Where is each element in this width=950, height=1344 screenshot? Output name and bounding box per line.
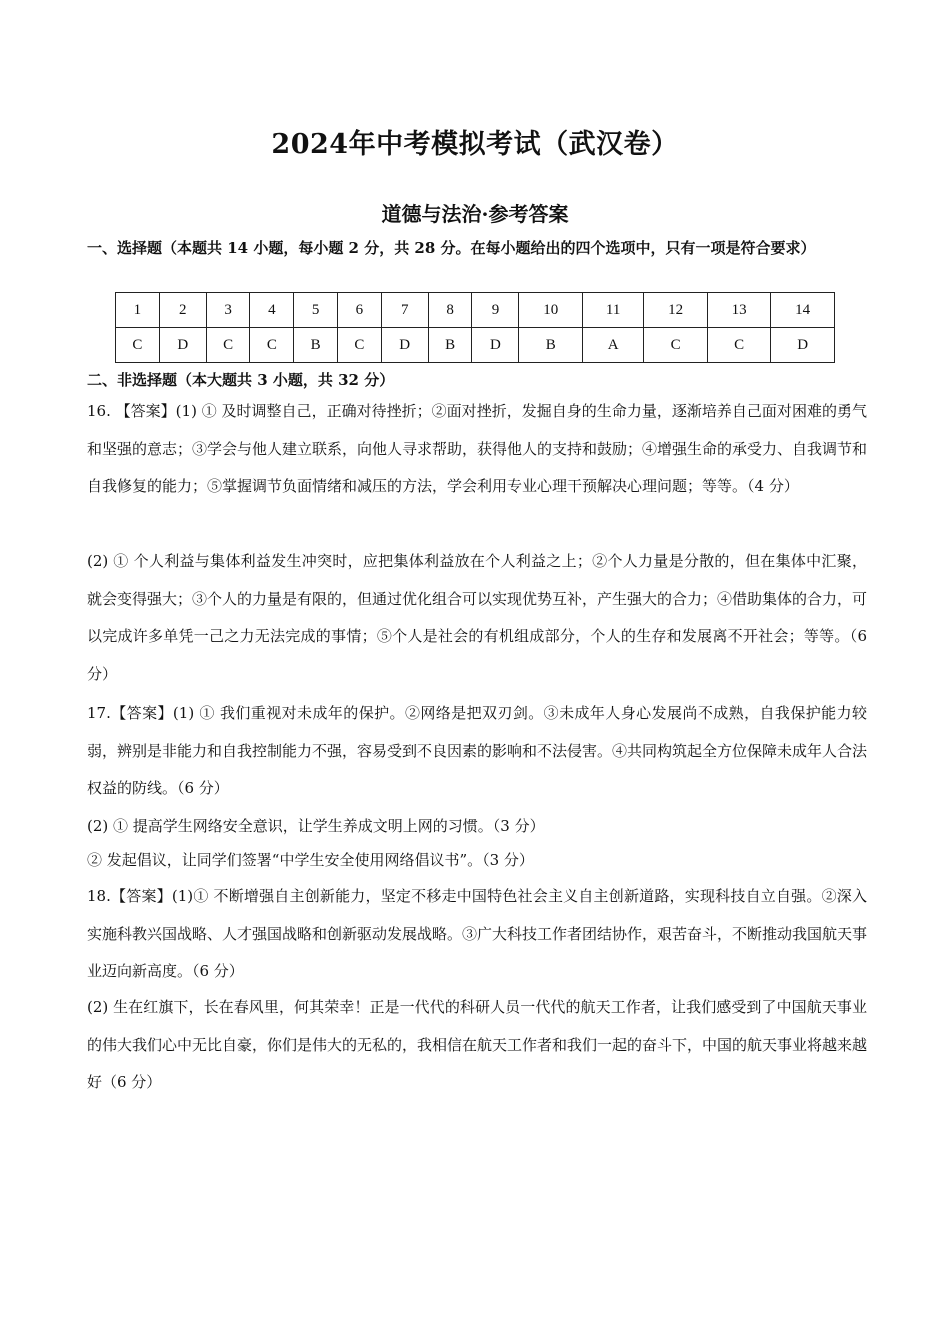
answer-cell: A — [582, 328, 643, 363]
answer-cell: C — [206, 328, 250, 363]
answer-cell: C — [250, 328, 294, 363]
answer-cell: C — [644, 328, 708, 363]
answer-table — [115, 292, 835, 363]
question-number-cell: 10 — [519, 293, 583, 328]
question-number-cell: 7 — [381, 293, 428, 328]
answer-cell: B — [294, 328, 338, 363]
question-number-cell: 2 — [159, 293, 206, 328]
question-number-cell: 1 — [116, 293, 160, 328]
page-title: 2024年中考模拟考试（武汉卷） — [271, 129, 679, 160]
question-number-cell: 6 — [337, 293, 381, 328]
question-number-cell: 5 — [294, 293, 338, 328]
page-subtitle: 道德与法治·参考答案 — [381, 202, 569, 226]
answer-cell: B — [519, 328, 583, 363]
answer-cell: D — [159, 328, 206, 363]
answer-cell: C — [337, 328, 381, 363]
q17-part1: 17.【答案】(1) ① 我们重视对未成年的保护。②网络是把双刃剑。③未成年人身心发展尚不成熟，自我保护能力较弱，辨别是非能力和自我控制能力不强，容易受到不良因素的影响和不法侵害。④共同构筑起全方位保障未成年人合法权益的防线。（6 分） — [87, 704, 868, 797]
question-number-cell: 3 — [206, 293, 250, 328]
answer-cell: B — [428, 328, 472, 363]
answer-table-answer-row — [116, 328, 835, 363]
answer-cell: D — [771, 328, 835, 363]
question-number-cell: 12 — [644, 293, 708, 328]
section-1-heading: 一、选择题（本题共 14 小题，每小题 2 分，共 28 分。在每小题给出的四个选项中，只有一项是符合要求） — [87, 239, 816, 257]
q17-part2a: (2) ① 提高学生网络安全意识，让学生养成文明上网的习惯。（3 分） — [87, 817, 545, 835]
q17-part2b: ② 发起倡议，让同学们签署“中学生安全使用网络倡议书”。（3 分） — [87, 851, 534, 869]
q18-part2: (2) 生在红旗下，长在春风里，何其荣幸！正是一代代的科研人员一代代的航天工作者，让我们感受到了中国航天事业的伟大我们心中无比自豪，你们是伟大的无私的，我相信在航天工作者和我们一起的奋斗下，中国的航天事业将越来越好（6 分） — [87, 998, 868, 1091]
answer-cell: D — [472, 328, 519, 363]
answer-cell: C — [116, 328, 160, 363]
q16-part2: (2) ① 个人利益与集体利益发生冲突时，应把集体利益放在个人利益之上；②个人力量是分散的，但在集体中汇聚，就会变得强大；③个人的力量是有限的，但通过优化组合可以实现优势互补，产生强大的合力；④借助集体的合力，可以完成许多单凭一己之力无法完成的事情；⑤个人是社会的有机组成部分，个人的生存和发展离不开社会；等等。（6 分） — [87, 552, 868, 683]
question-number-cell: 13 — [707, 293, 771, 328]
question-number-cell: 14 — [771, 293, 835, 328]
question-number-cell: 11 — [582, 293, 643, 328]
question-number-cell: 9 — [472, 293, 519, 328]
answer-cell: D — [381, 328, 428, 363]
q18-part1: 18.【答案】(1)① 不断增强自主创新能力，坚定不移走中国特色社会主义自主创新道路，实现科技自立自强。②深入实施科教兴国战略、人才强国战略和创新驱动发展战略。③广大科技工作者团结协作，艰苦奋斗，不断推动我国航天事业迈向新高度。（6 分） — [87, 887, 868, 980]
question-number-cell: 8 — [428, 293, 472, 328]
q16-part1: 16. 【答案】(1) ① 及时调整自己，正确对待挫折；②面对挫折，发掘自身的生命力量，逐渐培养自己面对困难的勇气和坚强的意志；③学会与他人建立联系，向他人寻求帮助，获得他人的支持和鼓励；④增强生命的承受力、自我调节和自我修复的能力；⑤掌握调节负面情绪和减压的方法，学会利用专业心理干预解决心理问题；等等。（4 分） — [87, 402, 868, 495]
answer-table-number-row — [116, 293, 835, 328]
answer-cell: C — [707, 328, 771, 363]
section-2-heading: 二、非选择题（本大题共 3 小题，共 32 分） — [87, 371, 395, 389]
question-number-cell: 4 — [250, 293, 294, 328]
